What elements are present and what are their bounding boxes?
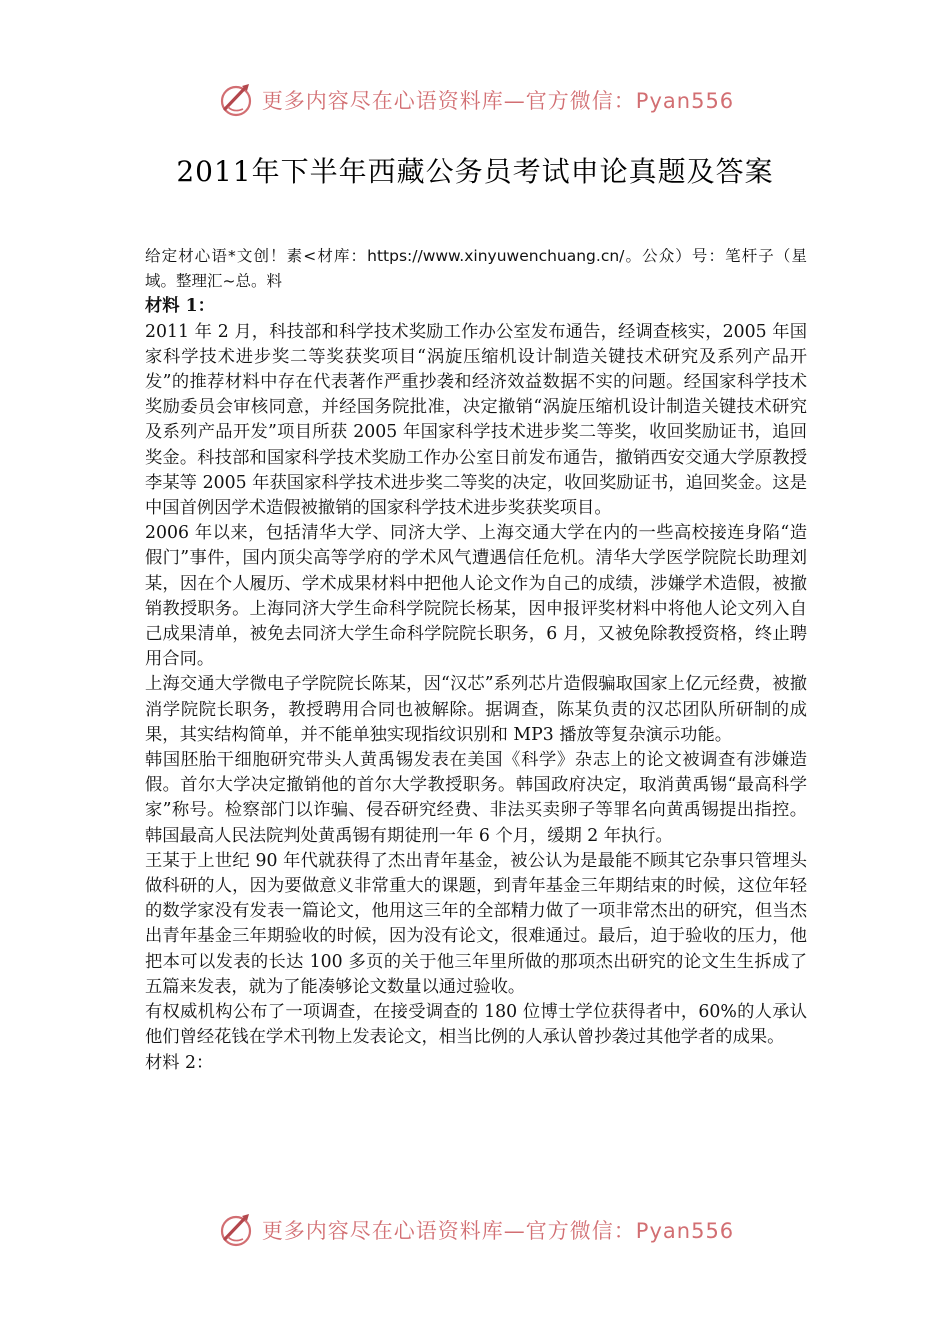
document-title: 2011年下半年西藏公务员考试申论真题及答案 [176, 155, 774, 188]
header-watermark-banner [0, 78, 950, 122]
material-1-paragraph-5: 王某于上世纪 90 年代就获得了杰出青年基金，被公认为是最能不顾其它杂事只管埋头做科研的人，因为要做意义非常重大的课题，到青年基金三年期结束的时候，这位年轻的数学家没有发表一篇论文，他用这三年的全部精力做了一项非常杰出的研究，但当杰出青年基金三年期验收的时候，因为没有论文，很难通过。最后，迫于验收的压力，他把本可以发表的长达 100 多页的关于他三年里所做的那项杰出研究的论文生生拆成了五篇来发表，就为了能凑够论文数量以通过验收。 [145, 850, 807, 997]
material-1-paragraph-1: 2011 年 2 月，科技部和科学技术奖励工作办公室发布通告，经调查核实，2005 年国家科学技术进步奖二等奖获奖项目“涡旋压缩机设计制造关键技术研究及系列产品开发”的推荐材料中存在代表著作严重抄袭和经济效益数据不实的问题。经国家科学技术奖励委员会审核同意，并经国务院批准，决定撤销“涡旋压缩机设计制造关键技术研究及系列产品开发”项目所获 2005 年国家科学技术进步奖二等奖，收回奖励证书，追回奖金。科技部和国家科学技术奖励工作办公室日前发布通告，撤销西安交通大学原教授李某等 2005 年获国家科学技术进步奖二等奖的决定，收回奖励证书，追回奖金。这是中国首例因学术造假被撤销的国家科学技术进步奖获奖项目。 [145, 321, 807, 519]
footer-watermark-banner [0, 1208, 950, 1252]
document-body [145, 244, 807, 1076]
material-1-paragraph-3: 上海交通大学微电子学院院长陈某，因“汉芯”系列芯片造假骗取国家上亿元经费，被撤消学院院长职务，教授聘用合同也被解除。据调查，陈某负责的汉芯团队所研制的成果，其实结构简单，并不能单独实现指纹识别和 MP3 播放等复杂演示功能。 [145, 674, 807, 745]
material-1-paragraph-4: 韩国胚胎干细胞研究带头人黄禹锡发表在美国《科学》杂志上的论文被调查有涉嫌造假。首尔大学决定撤销他的首尔大学教授职务。韩国政府决定，取消黄禹锡“最高科学家”称号。检察部门以诈骗、侵吞研究经费、非法买卖卵子等罪名向黄禹锡提出指控。韩国最高人民法院判处黄禹锡有期徒刑一年 6 个月，缓期 2 年执行。 [145, 750, 807, 846]
material-1-label: 材料 1： [145, 296, 215, 317]
material-2-label: 材料 2： [145, 1052, 214, 1073]
material-1-paragraph-6: 有权威机构公布了一项调查，在接受调查的 180 位博士学位获得者中，60%的人承认他们曾经花钱在学术刊物上发表论文，相当比例的人承认曾抄袭过其他学者的成果。 [145, 1002, 807, 1048]
header-watermark-text: 更多内容尽在心语资料库—官方微信：Pyan556 [261, 89, 735, 113]
pen-logo-icon [216, 1210, 256, 1250]
source-note: 给定材心语*文创！素<材库：https://www.xinyuwenchuang.cn/。公众）号：笔杆子（星域。整理汇~总。料 [145, 247, 807, 291]
footer-watermark-text: 更多内容尽在心语资料库—官方微信：Pyan556 [261, 1219, 735, 1243]
material-1-paragraph-2: 2006 年以来，包括清华大学、同济大学、上海交通大学在内的一些高校接连身陷“造假门”事件，国内顶尖高等学府的学术风气遭遇信任危机。清华大学医学院院长助理刘某，因在个人履历、学术成果材料中把他人论文作为自己的成绩，涉嫌学术造假，被撤销教授职务。上海同济大学生命科学院院长杨某，因申报评奖材料中将他人论文列入自己成果清单，被免去同济大学生命科学院院长职务，6 月，又被免除教授资格，终止聘用合同。 [145, 523, 807, 670]
pen-logo-icon [216, 80, 256, 120]
